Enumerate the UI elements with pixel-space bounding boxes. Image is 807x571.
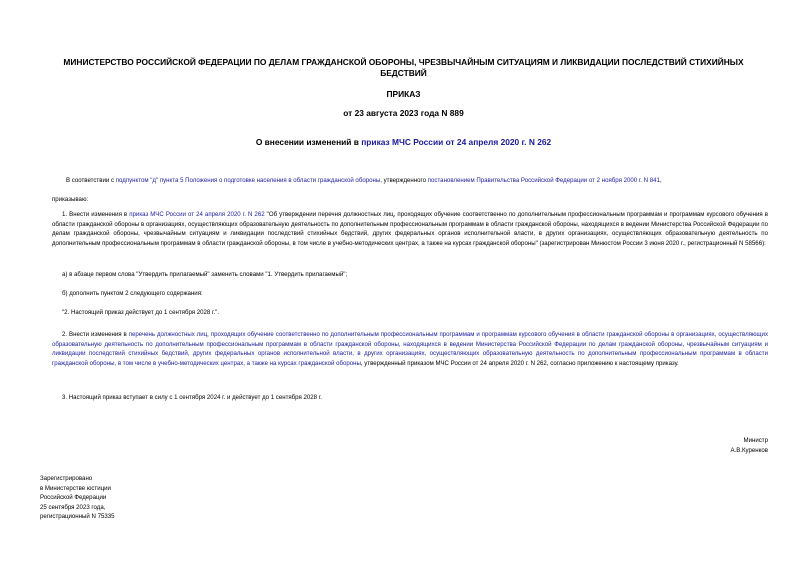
item-2-text-1: 2. Внести изменения в: [62, 331, 129, 338]
basis-text-3: ,: [659, 177, 662, 184]
basis-text-2: , утвержденного: [380, 177, 428, 184]
basis-paragraph: [52, 176, 768, 186]
item-2-paragraph: [52, 330, 768, 368]
registration-line-5: регистрационный N 75335: [40, 513, 115, 521]
document-type: ПРИКАЗ: [386, 89, 421, 99]
registration-line-1: Зарегистрировано: [40, 475, 93, 482]
item-2-text-2: , утвержденный приказом МЧС России от 24 апреля 2020 г. N 262, согласно приложению к настоящему приказу.: [360, 359, 679, 367]
registration-line-3: Российской Федерации: [40, 494, 107, 502]
signatory-position: Министр: [743, 437, 768, 444]
item-1-text-1: 1. Внести изменения в: [62, 211, 130, 218]
registration-line-4: 25 сентября 2023 года,: [40, 503, 106, 511]
order-title-link[interactable]: приказ МЧС России от 24 апреля 2020 г. N 262: [361, 137, 552, 147]
registration-line-2: в Министерстве юстиции: [40, 484, 111, 492]
item-2-link-list[interactable]: перечень должностных лиц, проходящих обучение соответственно по дополнительным профессиональным программам и программам курсового обучения в области гражданской обороны в организациях, осуществляющих образовательную деятельность по дополнительным профессиональным программам в области гражданской обороны, находящихся в ведении Министерства Российской Федерации по делам гражданской обороны, чрезвычайным ситуациям и ликвидации последствий стихийных бедствий, других федеральных органов исполнительной власти, в других организациях, осуществляющих образовательную деятельность по дополнительным профессиональным программам в области гражданской обороны, в том числе в учебно-методических центрах, а также на курсах гражданской обороны: [52, 331, 768, 367]
order-title-prefix: О внесении изменений в: [255, 137, 362, 147]
orders-word: приказываю:: [52, 196, 89, 203]
registration-block: [40, 474, 115, 522]
order-date-number: от 23 августа 2023 года N 889: [343, 108, 464, 118]
ministry-name: МИНИСТЕРСТВО РОССИЙСКОЙ ФЕДЕРАЦИИ ПО ДЕЛАМ ГРАЖДАНСКОЙ ОБОРОНЫ, ЧРЕЗВЫЧАЙНЫМ СИТУАЦИЯМ И ЛИКВИДАЦИИ ПОСЛЕДСТВИЙ СТИХИЙНЫХ БЕДСТВИЙ: [63, 57, 744, 78]
item-1-subitem-a: а) в абзаце первом слова "Утвердить прилагаемый" заменить словами "1. Утвердить прилагаемый";: [62, 271, 348, 278]
item-1-text-2: "Об утверждении перечня должностных лиц, проходящих обучение соответственно по дополнительным профессиональным программам и программам курсового обучения в области гражданской обороны в организациях, осуществляющих образовательную деятельность по дополнительным профессиональным программам в области гражданской обороны, находящихся в ведении Министерства Российской Федерации по делам гражданской обороны, чрезвычайным ситуациям и ликвидации последствий стихийных бедствий, других федеральных органов исполнительной власти, в других организациях, осуществляющих образовательную деятельность по дополнительным профессиональным программам в области гражданской обороны, в том числе в учебно-методических центрах, а также на курсах гражданской обороны" (зарегистрирован Минюстом России 3 июня 2020 г., регистрационный N 58566):: [52, 211, 768, 247]
signatory-name: А.В.Куренков: [730, 447, 768, 454]
item-1-new-clause-quote: "2. Настоящий приказ действует до 1 сентября 2028 г.".: [62, 309, 220, 316]
item-1-paragraph: [52, 210, 768, 248]
basis-link-regulation[interactable]: подпунктом "д" пункта 5 Положения о подготовке населения в области гражданской обороны: [115, 177, 381, 184]
basis-link-resolution[interactable]: постановлением Правительства Российской Федерации от 2 ноября 2000 г. N 841: [427, 177, 660, 184]
item-3-paragraph: 3. Настоящий приказ вступает в силу с 1 сентября 2024 г. и действует до 1 сентября 2028 г.: [62, 394, 322, 401]
basis-text-1: В соответствии с: [66, 177, 116, 184]
item-1-link-order[interactable]: приказ МЧС России от 24 апреля 2020 г. N 262: [129, 211, 265, 218]
signature-block: [730, 436, 768, 456]
order-title: [40, 137, 767, 147]
item-1-subitem-b: б) дополнить пунктом 2 следующего содержания:: [62, 290, 203, 297]
